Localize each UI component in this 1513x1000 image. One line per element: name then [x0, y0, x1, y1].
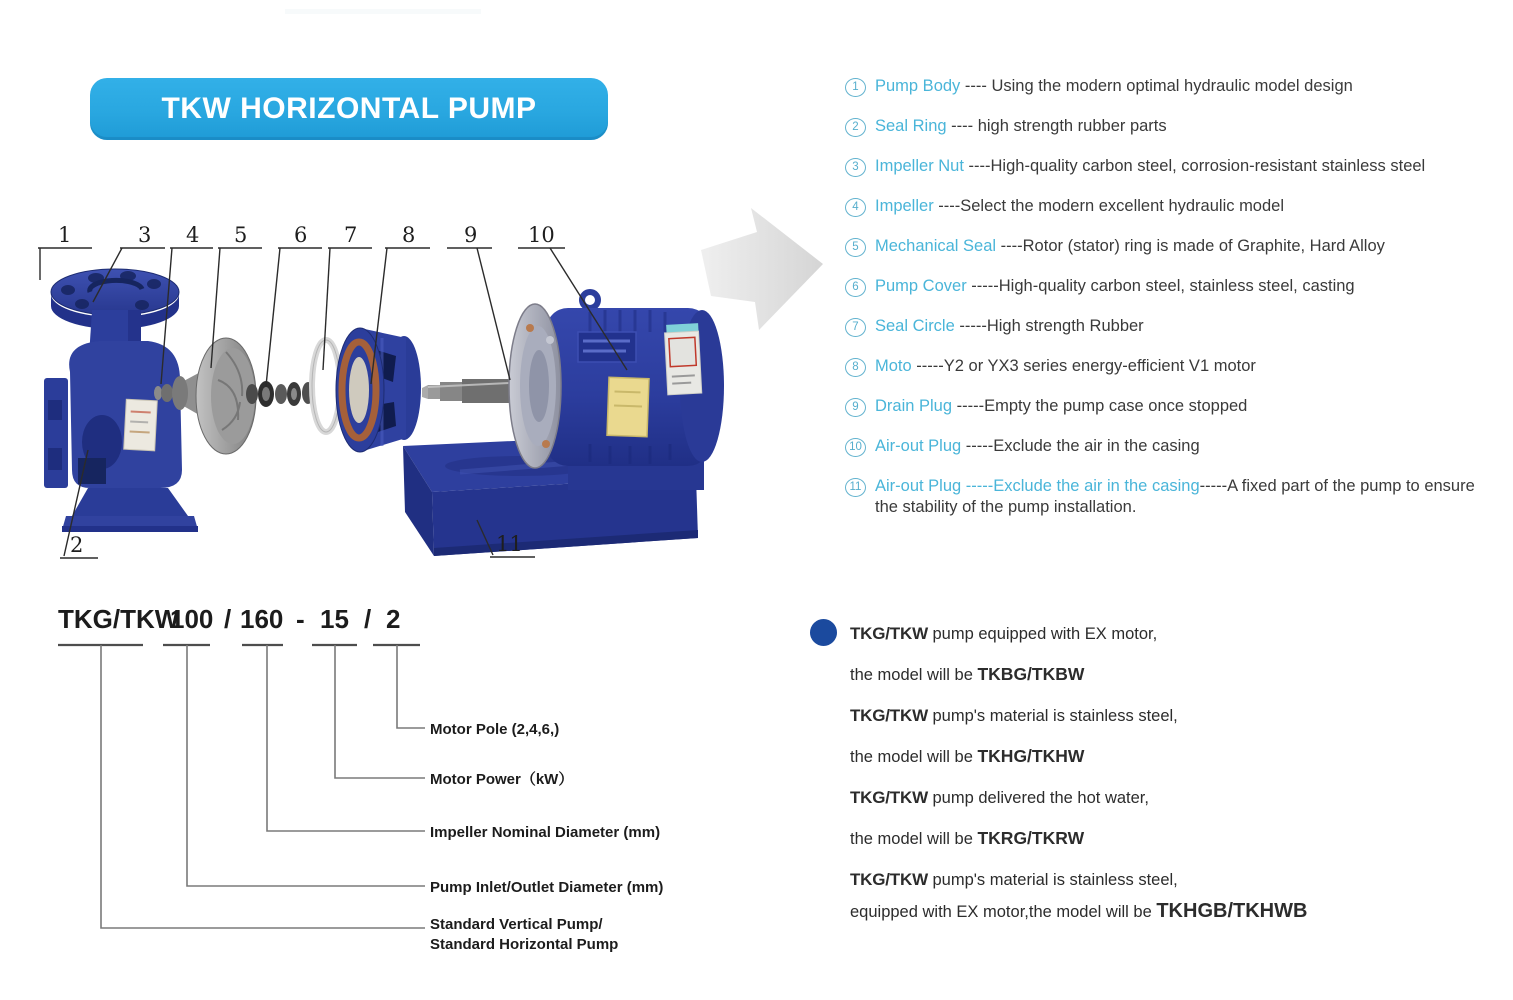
variant-line — [850, 622, 1480, 645]
variant-line — [850, 786, 1480, 809]
part-name: Air-out Plug — [875, 437, 962, 455]
model-code-breakdown — [40, 598, 730, 993]
part-description: -----A fixed part of the pump to ensure the stability of the pump installation. — [875, 477, 1480, 516]
variant-text: equipped with EX motor,the model will be — [850, 903, 1157, 921]
variant-line — [850, 827, 1480, 850]
bullet-dot — [810, 619, 837, 646]
model-seg-impeller: 160 — [240, 604, 284, 634]
label-motor-power: Motor Power（kW） — [430, 771, 574, 788]
impeller-nut — [154, 384, 173, 402]
variant-model: TKHG/TKHW — [977, 746, 1085, 766]
model-seg-slash1: / — [224, 604, 232, 634]
variant-text: the model will be — [850, 666, 978, 684]
variant-text: pump's material is stainless steel, — [927, 707, 1178, 725]
callout-9: 9 — [464, 223, 478, 247]
part-number-badge: 1 — [845, 78, 866, 97]
motor-shaft — [422, 379, 512, 403]
variant-line — [850, 663, 1480, 686]
part-name: Seal Ring — [875, 117, 947, 135]
label-impeller-diameter: Impeller Nominal Diameter (mm) — [430, 824, 661, 841]
variant-series: TKG/TKW — [850, 624, 928, 643]
part-description: -----Empty the pump case once stopped — [952, 397, 1248, 415]
list-item — [845, 356, 1493, 377]
part-description: -----High-quality carbon steel, stainless steel, casting — [966, 277, 1355, 295]
variant-text: the model will be — [850, 830, 978, 848]
part-number-badge: 10 — [845, 438, 866, 457]
label-motor-pole: Motor Pole (2,4,6,) — [430, 721, 560, 738]
part-name: Drain Plug — [875, 397, 953, 415]
part-number-badge: 9 — [845, 398, 866, 417]
variant-text: the model will be — [850, 748, 978, 766]
callout-8: 8 — [402, 223, 416, 247]
part-description: -----High strength Rubber — [954, 317, 1144, 335]
model-seg-inlet: 100 — [170, 604, 214, 634]
parts-list — [845, 76, 1493, 537]
model-code-segments — [58, 604, 400, 634]
callout-6: 6 — [294, 223, 308, 247]
part-number-badge: 2 — [845, 118, 866, 137]
part-description: -----Y2 or YX3 series energy-efficient V1 motor — [911, 357, 1256, 375]
model-seg-power: 15 — [320, 604, 349, 634]
list-item — [845, 236, 1493, 257]
callout-5: 5 — [234, 223, 248, 247]
part-description: ----Select the modern excellent hydraulic model — [933, 197, 1285, 215]
model-seg-dash: - — [296, 604, 305, 634]
part-number-badge: 3 — [845, 158, 866, 177]
part-number-badge: 6 — [845, 278, 866, 297]
right-arrow-icon — [695, 198, 845, 343]
model-seg-pole: 2 — [386, 604, 401, 634]
part-description: ----High-quality carbon steel, corrosion-resistant stainless steel — [963, 157, 1426, 175]
model-seg-slash2: / — [364, 604, 372, 634]
part-name: Moto — [875, 357, 912, 375]
model-variants — [850, 622, 1480, 941]
list-item — [845, 276, 1493, 297]
part-name: Impeller Nut — [875, 157, 964, 175]
callout-7: 7 — [344, 223, 358, 247]
label-inlet-outlet-diameter: Pump Inlet/Outlet Diameter (mm) — [430, 879, 664, 896]
part-description: -----Exclude the air in the casing — [961, 437, 1200, 455]
part-name: Pump Cover — [875, 277, 967, 295]
list-item — [845, 76, 1493, 97]
part-name: Seal Circle — [875, 317, 955, 335]
callout-1: 1 — [58, 223, 72, 247]
callout-10: 10 — [528, 223, 555, 247]
exploded-pump-diagram — [30, 220, 740, 570]
variant-series: TKG/TKW — [850, 788, 928, 807]
pump-cover — [336, 328, 421, 452]
callout-4: 4 — [186, 223, 200, 247]
title-banner — [90, 78, 608, 140]
part-description: ----Rotor (stator) ring is made of Graphite, Hard Alloy — [996, 237, 1385, 255]
part-description: ---- high strength rubber parts — [946, 117, 1167, 135]
list-item — [845, 156, 1493, 177]
list-item — [845, 396, 1493, 417]
model-seg-series: TKG/TKW — [58, 604, 180, 634]
part-name: Pump Body — [875, 77, 961, 95]
variant-text: pump delivered the hot water, — [927, 789, 1149, 807]
callout-3: 3 — [138, 223, 152, 247]
model-code-labels — [430, 721, 663, 953]
list-item — [845, 196, 1493, 217]
variant-series: TKG/TKW — [850, 706, 928, 725]
list-item — [845, 476, 1493, 518]
list-item — [845, 316, 1493, 337]
list-item — [845, 436, 1493, 457]
page-title: TKW HORIZONTAL PUMP — [161, 92, 537, 125]
variant-line — [850, 900, 1480, 923]
part-number-badge: 4 — [845, 198, 866, 217]
model-connector-lines — [101, 645, 425, 928]
label-standard-vertical: Standard Vertical Pump/ — [430, 916, 603, 933]
part-name: Impeller — [875, 197, 934, 215]
part-name: Mechanical Seal — [875, 237, 997, 255]
list-item — [845, 116, 1493, 137]
variant-line — [850, 704, 1480, 727]
variant-text: pump's material is stainless steel, — [927, 871, 1178, 889]
variant-text: pump equipped with EX motor, — [927, 625, 1158, 643]
variant-series: TKG/TKW — [850, 870, 928, 889]
part-number-badge: 11 — [845, 478, 866, 497]
page-top-divider — [285, 9, 481, 14]
impeller — [172, 338, 256, 454]
part-name: Air-out Plug -----Exclude the air in the casing — [875, 477, 1200, 495]
variant-model: TKHGB/TKHWB — [1156, 900, 1308, 922]
variant-line — [850, 745, 1480, 768]
callout-11: 11 — [496, 532, 523, 556]
part-number-badge: 5 — [845, 238, 866, 257]
motor — [509, 292, 724, 468]
variant-line — [850, 868, 1480, 891]
callout-2: 2 — [70, 533, 84, 557]
label-standard-horizontal: Standard Horizontal Pump — [430, 936, 619, 953]
part-description: ---- Using the modern optimal hydraulic model design — [960, 77, 1353, 95]
part-number-badge: 8 — [845, 358, 866, 377]
part-number-badge: 7 — [845, 318, 866, 337]
variant-model: TKRG/TKRW — [977, 828, 1085, 848]
variant-model: TKBG/TKBW — [977, 664, 1085, 684]
